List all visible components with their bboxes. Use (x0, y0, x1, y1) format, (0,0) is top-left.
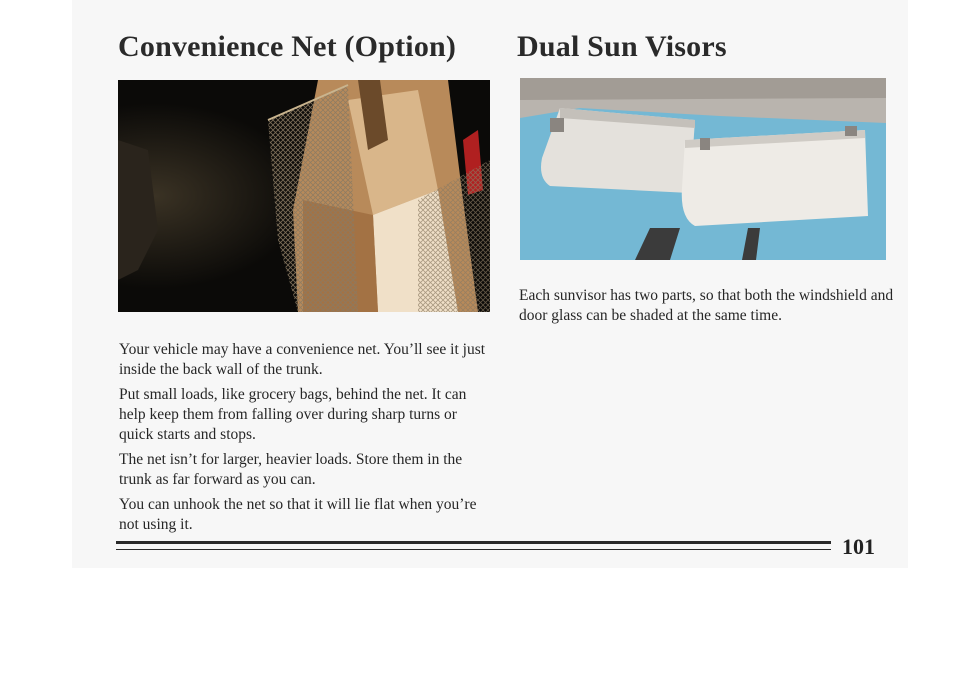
visor-paragraph-1: Each sunvisor has two parts, so that both the windshield and door glass can be shaded at the same time. (519, 287, 894, 324)
convenience-net-illustration (118, 80, 490, 312)
convenience-net-photo (118, 80, 490, 312)
net-paragraph-3: The net isn’t for larger, heavier loads. Store them in the trunk as far forward as you can. (119, 451, 463, 488)
net-paragraph-1: Your vehicle may have a convenience net. You’ll see it just inside the back wall of the trunk. (119, 341, 486, 378)
page-number: 101 (842, 534, 875, 559)
net-paragraph-2: Put small loads, like grocery bags, behind the net. It can help keep them from falling over during sharp turns or quick starts and stops. (119, 386, 467, 443)
convenience-net-heading: Convenience Net (Option) (118, 30, 457, 63)
sun-visors-photo (520, 78, 886, 260)
sun-visors-heading: Dual Sun Visors (517, 30, 727, 63)
footer-rule-top (116, 541, 831, 544)
manual-page (72, 0, 908, 568)
footer-rule-bottom (116, 549, 831, 550)
net-paragraph-4: You can unhook the net so that it will lie flat when you’re not using it. (119, 496, 477, 533)
sun-visors-illustration (520, 78, 886, 260)
